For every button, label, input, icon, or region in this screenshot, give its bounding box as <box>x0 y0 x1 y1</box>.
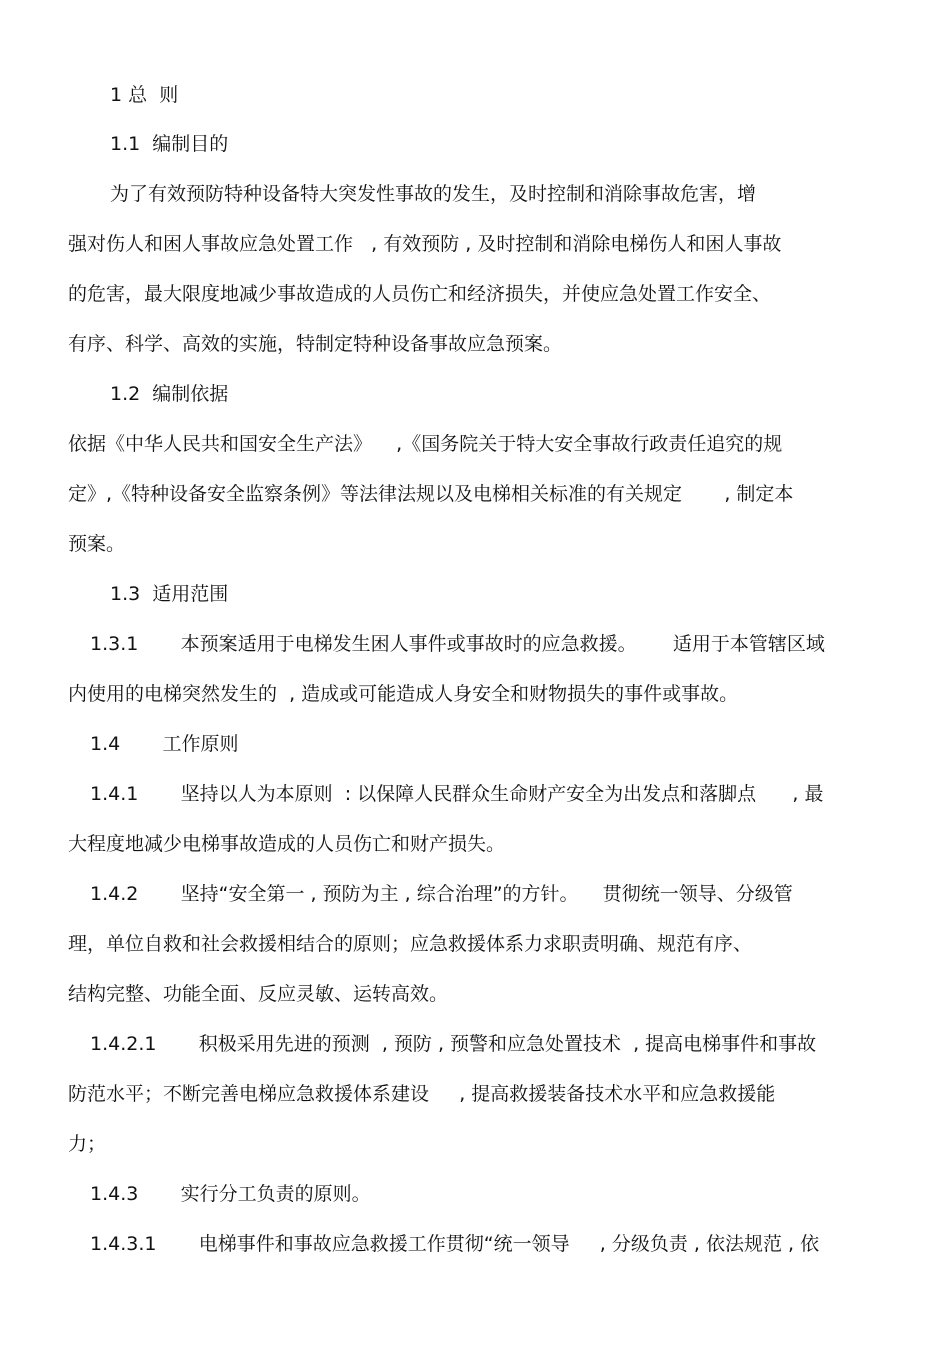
heading-general: 1 总 则 <box>110 84 179 106</box>
paragraph-line: 1.4.2 坚持“安全第一 , 预防为主 , 综合治理”的方针。 贯彻统一领导、分级管 <box>90 883 793 905</box>
paragraph-line: 强对伤人和困人事故应急处置工作 , 有效预防 , 及时控制和消除电梯伤人和困人事故 <box>68 233 782 255</box>
paragraph-line: 力； <box>68 1133 107 1155</box>
paragraph-line: 1.4.1 坚持以人为本原则 : 以保障人民群众生命财产安全为出发点和落脚点 , 最 <box>90 783 824 805</box>
paragraph-line: 理，单位自救和社会救援相结合的原则；应急救援体系力求职责明确、规范有序、 <box>68 933 753 955</box>
paragraph-line: 1.3.1 本预案适用于电梯发生困人事件或事故时的应急救援。 适用于本管辖区域 <box>90 633 825 655</box>
paragraph-line: 1.4.3 实行分工负责的原则。 <box>90 1183 371 1205</box>
paragraph-line: 大程度地减少电梯事故造成的人员伤亡和财产损失。 <box>68 833 506 855</box>
heading-purpose: 1.1 编制目的 <box>110 133 229 155</box>
paragraph-line: 内使用的电梯突然发生的 , 造成或可能造成人身安全和财物损失的事件或事故。 <box>68 683 739 705</box>
heading-basis: 1.2 编制依据 <box>110 383 229 405</box>
paragraph-line: 为了有效预防特种设备特大突发性事故的发生，及时控制和消除事故危害，增 <box>110 183 757 205</box>
paragraph-line: 的危害，最大限度地减少事故造成的人员伤亡和经济损失，并使应急处置工作安全、 <box>68 283 772 305</box>
paragraph-line: 有序、科学、高效的实施，特制定特种设备事故应急预案。 <box>68 333 563 355</box>
paragraph-line: 1.4.3.1 电梯事件和事故应急救援工作贯彻“统一领导 , 分级负责 , 依法规范 , 依 <box>90 1233 820 1255</box>
heading-scope: 1.3 适用范围 <box>110 583 229 605</box>
heading-principles: 1.4 工作原则 <box>90 733 239 755</box>
paragraph-line: 定》,《特种设备安全监察条例》等法律法规以及电梯相关标准的有关规定 , 制定本 <box>68 483 794 505</box>
paragraph-line: 依据《中华人民共和国安全生产法》 ,《国务院关于特大安全事故行政责任追究的规 <box>68 433 783 455</box>
paragraph-line: 防范水平；不断完善电梯应急救援体系建设 , 提高救援装备技术水平和应急救援能 <box>68 1083 776 1105</box>
paragraph-line: 结构完整、功能全面、反应灵敏、运转高效。 <box>68 983 449 1005</box>
paragraph-line: 1.4.2.1 积极采用先进的预测 , 预防 , 预警和应急处置技术 , 提高电梯事件和事故 <box>90 1033 817 1055</box>
paragraph-line: 预案。 <box>68 533 126 555</box>
